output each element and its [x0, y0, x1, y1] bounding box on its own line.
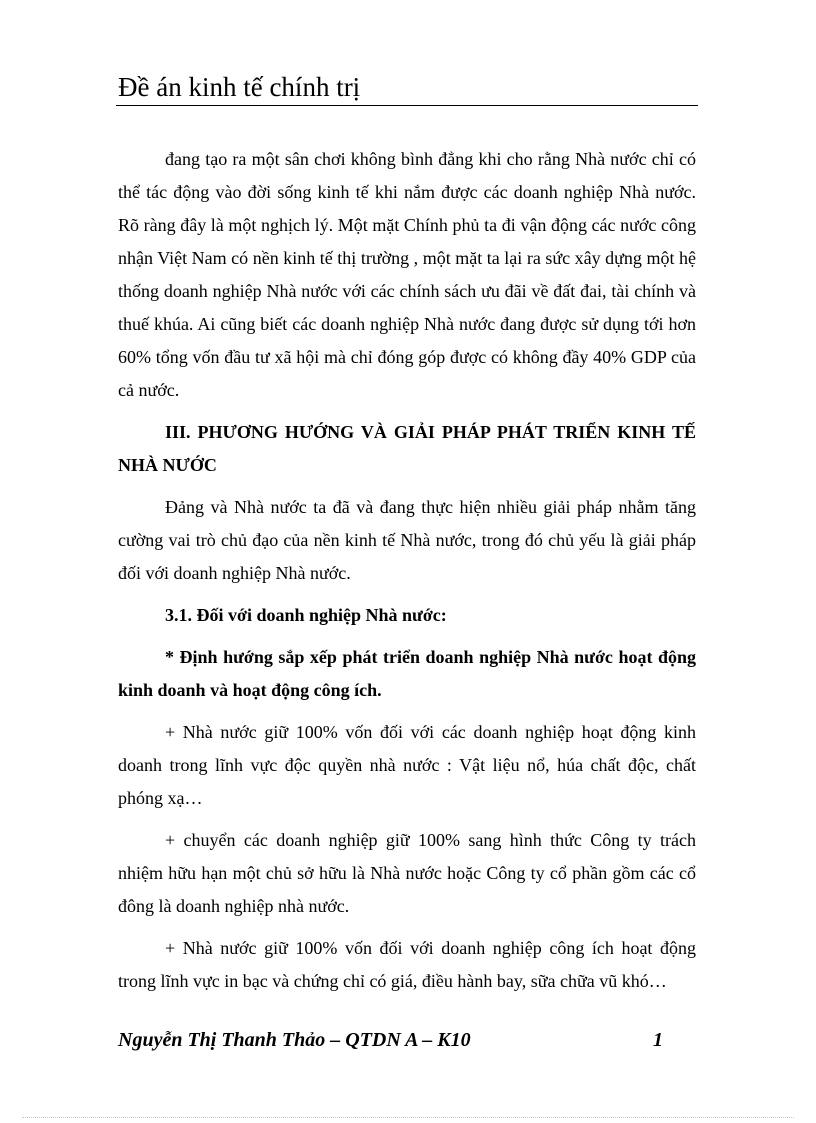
list-item-company-conversion: + chuyển các doanh nghiệp giữ 100% sang hình thức Công ty trách nhiệm hữu hạn một chủ sở hữu là Nhà nước hoặc Công ty cổ phần gồm các cổ đông là doanh nghiệp nhà nước. — [118, 830, 696, 916]
footer-page-number: 1 — [653, 1029, 663, 1051]
footer-author: Nguyễn Thị Thanh Thảo – QTDN A – K10 — [118, 1029, 471, 1051]
header-divider — [116, 105, 698, 106]
page-header-title: Đề án kinh tế chính trị — [118, 72, 361, 102]
paragraph-party-solutions: Đảng và Nhà nước ta đã và đang thực hiện nhiều giải pháp nhằm tăng cường vai trò chủ đạo của nền kinh tế Nhà nước, trong đó chủ yếu là giải pháp đối với doanh nghiệp Nhà nước. — [118, 497, 696, 583]
page-footer — [118, 1026, 663, 1054]
list-item-monopoly-sectors: + Nhà nước giữ 100% vốn đối với các doanh nghiệp hoạt động kinh doanh trong lĩnh vực độc quyền nhà nước : Vật liệu nổ, húa chất độc, chất phóng xạ… — [118, 722, 696, 808]
list-item-public-utility: + Nhà nước giữ 100% vốn đối với doanh nghiệp công ích hoạt động trong lĩnh vực in bạc và chứng chỉ có giá, điều hành bay, sữa chữa vũ khó… — [118, 938, 696, 991]
page-bottom-border — [22, 1117, 794, 1118]
document-body — [118, 143, 696, 1007]
paragraph-state-enterprise-paradox: đang tạo ra một sân chơi không bình đẳng khi cho rằng Nhà nước chỉ có thể tác động vào đời sống kinh tế khi nắm được các doanh nghiệp Nhà nước. Rõ ràng đây là một nghịch lý. Một mặt Chính phủ ta đi vận động các nước công nhận Việt Nam có nền kinh tế thị trường , một mặt ta lại ra sức xây dựng một hệ thống doanh nghiệp Nhà nước với các chính sách ưu đãi về đất đai, tài chính và thuế khúa. Ai cũng biết các doanh nghiệp Nhà nước đang được sử dụng tới hơn 60% tổng vốn đầu tư xã hội mà chỉ đóng góp được có không đầy 40% GDP của cả nước. — [118, 149, 696, 400]
section-heading-iii: III. PHƯƠNG HƯỚNG VÀ GIẢI PHÁP PHÁT TRIỂN KINH TẾ NHÀ NƯỚC — [118, 422, 696, 475]
orientation-heading: * Định hướng sắp xếp phát triển doanh nghiệp Nhà nước hoạt động kinh doanh và hoạt động công ích. — [118, 647, 696, 700]
subsection-heading-3-1: 3.1. Đối với doanh nghiệp Nhà nước: — [165, 605, 447, 625]
